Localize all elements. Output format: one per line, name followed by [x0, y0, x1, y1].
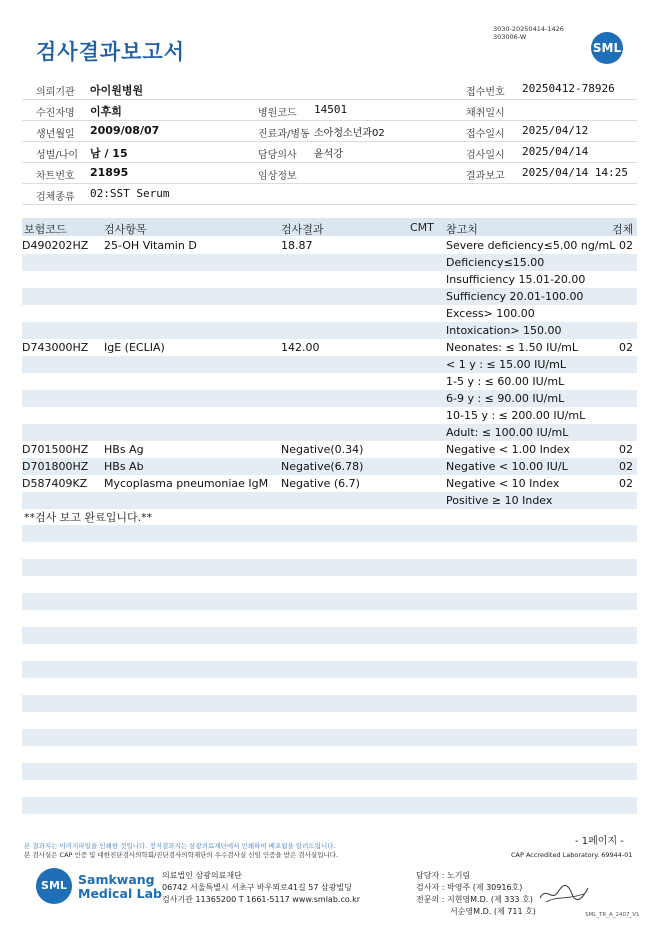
cell-code: D743000HZ	[22, 341, 89, 354]
specimen-value: 02:SST Serum	[90, 187, 170, 200]
cell-ref: Positive ≥ 10 Index	[446, 494, 553, 507]
dept-label: 진료과/병동	[258, 129, 310, 140]
signature-image	[538, 880, 590, 906]
info-row-4	[22, 142, 637, 163]
cell-item: HBs Ab	[104, 460, 144, 473]
cell-code: D701800HZ	[22, 460, 89, 473]
cell-item: Mycoplasma pneumoniae IgM	[104, 477, 269, 490]
cell-result: Negative (6.7)	[281, 477, 360, 490]
doctor-value: 윤석강	[314, 149, 343, 160]
test-date-label: 검사일시	[466, 150, 505, 161]
info-row-5	[22, 163, 637, 184]
page-title: 검사결과보고서	[36, 40, 186, 64]
dob-value: 2009/08/07	[90, 124, 160, 137]
col-cmt-header: CMT	[410, 221, 434, 234]
corp-address: 06742 서울특별시 서초구 바우뫼로41길 57 삼광빌딩	[162, 883, 352, 892]
cell-code: D701500HZ	[22, 443, 89, 456]
page-number: - 1페이지 -	[575, 836, 624, 847]
info-row-3	[22, 121, 637, 142]
cell-ref: Sufficiency 20.01-100.00	[446, 290, 584, 303]
institution-value: 아이원병원	[90, 84, 144, 97]
footer-sml-logo: SML	[36, 868, 72, 904]
examinee-value: 이후희	[90, 105, 122, 118]
blank-row	[22, 763, 637, 780]
print-notice: 본 결과지는 이미지파일을 인쇄한 것입니다. 정식결과지는 삼광의료재단에서 인쇄하여 배포됨을 알려드립니다.	[24, 842, 336, 850]
table-row	[22, 390, 637, 407]
cell-ref: Negative < 1.00 Index	[446, 443, 570, 456]
cell-item: IgE (ECLIA)	[104, 341, 165, 354]
form-code: SML_TR_A_2407_V1	[585, 912, 640, 918]
cell-specimen: 02	[619, 443, 633, 456]
cell-ref: Neonates: ≤ 1.50 IU/mL	[446, 341, 578, 354]
info-row-1	[22, 79, 637, 100]
staff-tester: 검사자 : 박영주 (제 30916호)	[416, 883, 523, 892]
info-row-6	[22, 184, 637, 205]
cell-code: D587409KZ	[22, 477, 88, 490]
col-specimen-header: 검체	[612, 223, 634, 236]
blank-row	[22, 627, 637, 644]
blank-row	[22, 593, 637, 610]
receipt-date-value: 2025/04/12	[522, 124, 589, 137]
cell-result: 18.87	[281, 239, 313, 252]
cell-item: HBs Ag	[104, 443, 144, 456]
cell-ref: Intoxication> 150.00	[446, 324, 562, 337]
lab-name-line1: Samkwang	[78, 872, 155, 887]
receipt-no-value: 20250412-78926	[522, 82, 615, 95]
doctor-label: 담당의사	[258, 150, 297, 161]
examinee-label: 수진자명	[36, 108, 75, 119]
table-row	[22, 271, 637, 288]
table-row	[22, 339, 637, 356]
completion-note: **검사 보고 완료입니다.**	[24, 511, 153, 524]
report-label: 결과보고	[466, 171, 505, 182]
col-ref-header: 참고치	[446, 223, 478, 236]
chart-no-label: 차트번호	[36, 171, 75, 182]
collection-label: 채취일시	[466, 108, 505, 119]
cell-ref: Adult: ≤ 100.00 IU/mL	[446, 426, 569, 439]
cell-specimen: 02	[619, 460, 633, 473]
cell-item: 25-OH Vitamin D	[104, 239, 197, 252]
dob-label: 생년월일	[36, 129, 75, 140]
dept-value: 소아청소년과02	[314, 128, 385, 139]
sml-logo: SML	[591, 32, 623, 64]
hospital-code-value: 14501	[314, 103, 348, 116]
cell-result: 142.00	[281, 341, 320, 354]
lab-name-line2: Medical Lab	[78, 886, 162, 901]
document-id-line2: 303006-W	[493, 33, 527, 41]
receipt-date-label: 접수일시	[466, 129, 505, 140]
blank-row	[22, 559, 637, 576]
cell-ref: Severe deficiency≤5.00 ng/mL	[446, 239, 616, 252]
blank-row	[22, 695, 637, 712]
cell-result: Negative(0.34)	[281, 443, 364, 456]
cell-ref: Negative < 10 Index	[446, 477, 560, 490]
cell-specimen: 02	[619, 341, 633, 354]
cell-code: D490202HZ	[22, 239, 89, 252]
corp-name: 의료법인 삼광의료재단	[162, 871, 242, 880]
institution-label: 의뢰기관	[36, 87, 75, 98]
table-row	[22, 237, 637, 254]
receipt-no-label: 접수번호	[466, 87, 505, 98]
signers	[416, 870, 536, 918]
table-row	[22, 407, 637, 424]
col-code-header: 보험코드	[24, 223, 67, 236]
col-result-header: 검사결과	[281, 223, 324, 236]
cell-ref: Deficiency≤15.00	[446, 256, 545, 269]
corp-info	[162, 870, 360, 906]
cap-accreditation: CAP Accredited Laboratory. 69944-01	[511, 851, 633, 859]
table-row	[22, 254, 637, 271]
table-row	[22, 356, 637, 373]
hospital-code-label: 병원코드	[258, 108, 297, 119]
document-id-line1: 3030-20250414-1426	[493, 25, 564, 33]
table-row	[22, 424, 637, 441]
cell-ref: Excess> 100.00	[446, 307, 535, 320]
blank-row	[22, 797, 637, 814]
cell-specimen: 02	[619, 239, 633, 252]
table-row	[22, 373, 637, 390]
table-row	[22, 322, 637, 339]
table-row	[22, 305, 637, 322]
corp-contact: 검사기관 11365200 T 1661-5117 www.smlab.co.kr	[162, 895, 361, 904]
sex-age-label: 성별/나이	[36, 150, 79, 161]
table-row	[22, 458, 637, 475]
results-table-header	[22, 218, 637, 236]
cell-ref: Insufficiency 15.01-20.00	[446, 273, 586, 286]
blank-row	[22, 729, 637, 746]
document-id	[493, 25, 564, 41]
cell-ref: Negative < 10.00 IU/L	[446, 460, 568, 473]
blank-row	[22, 661, 637, 678]
report-value: 2025/04/14 14:25	[522, 166, 628, 179]
lab-name	[78, 873, 162, 901]
cell-ref: 1-5 y : ≤ 60.00 IU/mL	[446, 375, 565, 388]
col-item-header: 검사항목	[104, 223, 147, 236]
staff-manager: 담당자 : 노기림	[416, 871, 471, 880]
chart-no-value: 21895	[90, 166, 129, 179]
cell-specimen: 02	[619, 477, 633, 490]
staff-specialist-1: 전문의 : 지현영M.D. (제 333 호)	[416, 895, 533, 904]
cell-ref: 6-9 y : ≤ 90.00 IU/mL	[446, 392, 565, 405]
info-row-2	[22, 100, 637, 121]
table-row	[22, 492, 637, 509]
test-date-value: 2025/04/14	[522, 145, 589, 158]
sex-age-value: 남 / 15	[90, 147, 128, 160]
specimen-label: 검체종류	[36, 192, 75, 203]
blank-row	[22, 525, 637, 542]
accreditation-notice: 본 검사실은 CAP 인증 및 대한진단검사의학회/진단검사의학재단의 우수검사실 신임 인증을 받은 검사실입니다.	[24, 851, 339, 859]
cell-ref: 10-15 y : ≤ 200.00 IU/mL	[446, 409, 586, 422]
table-row	[22, 441, 637, 458]
staff-specialist-2: 서순영M.D. (제 711 호)	[450, 907, 536, 916]
cell-result: Negative(6.78)	[281, 460, 364, 473]
table-row	[22, 288, 637, 305]
clinical-label: 임상정보	[258, 171, 297, 182]
table-row	[22, 475, 637, 492]
cell-ref: < 1 y : ≤ 15.00 IU/mL	[446, 358, 566, 371]
